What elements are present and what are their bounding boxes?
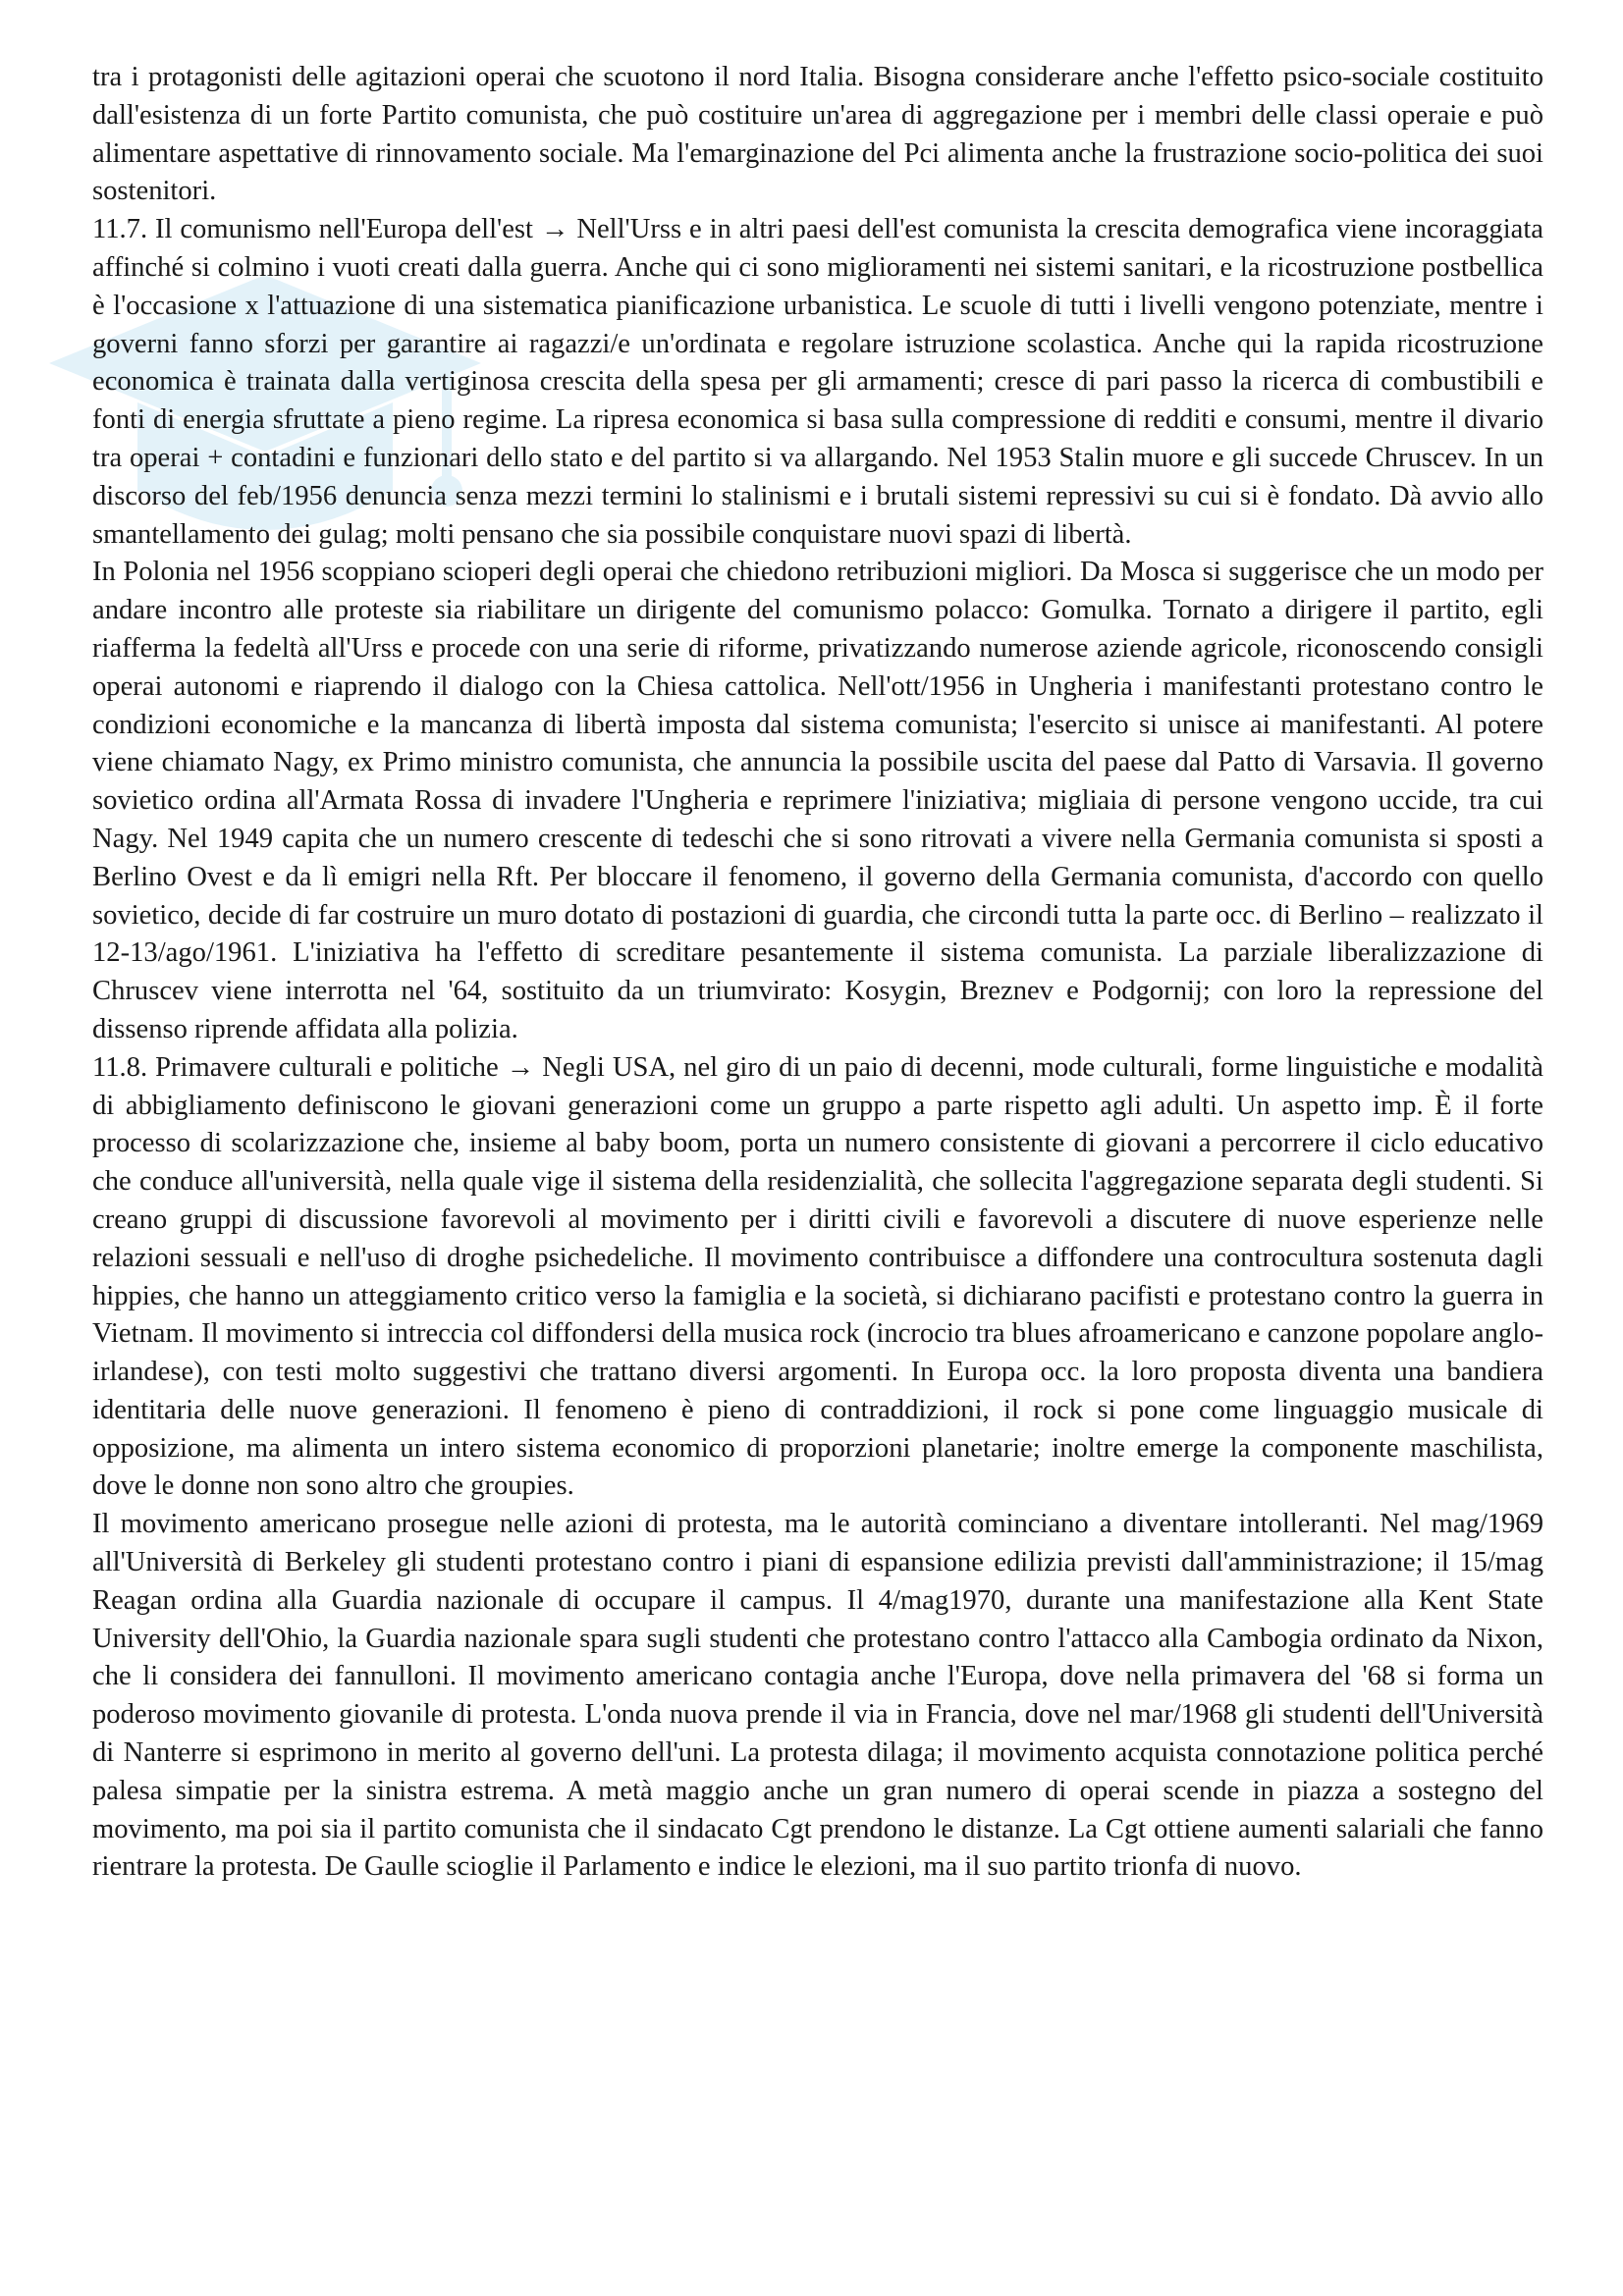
paragraph-intro: tra i protagonisti delle agitazioni operai che scuotono il nord Italia. Bisogna considerare anche l'effetto psico-sociale costituito dall'esistenza di un forte Partito comunista, che può costituire un'area di aggregazione per i membri delle classi operaie e può alimentare aspettative di rinnovamento sociale. Ma l'emarginazione del Pci alimenta anche la frustrazione socio-politica dei suoi sostenitori. <box>92 62 1543 207</box>
paragraph-section-11-7: 11.7. Il comunismo nell'Europa dell'est → Nell'Urss e in altri paesi dell'est comunista la crescita demografica viene incoraggiata affinché si colmino i vuoti creati dalla guerra. Anche qui ci sono miglioramenti nei sistemi sanitari, e la ricostruzione postbellica è l'occasione x l'attuazione di una sistematica pianificazione urbanistica. Le scuole di tutti i livelli vengono potenziate, mentre i governi fanno sforzi per garantire ai ragazzi/e un'ordinata e regolare istruzione scolastica. Anche qui la rapida ricostruzione economica è trainata dalla vertiginosa crescita della spesa per gli armamenti; cresce di pari passo la ricerca di combustibili e fonti di energia sfruttate a pieno regime. La ripresa economica si basa sulla compressione di redditi e consumi, mentre il divario tra operai + contadini e funzionari dello stato e del partito si va allargando. Nel 1953 Stalin muore e gli succede Chruscev. In un discorso del feb/1956 denuncia senza mezzi termini lo stalinismi e i brutali sistemi repressivi su cui si è fondato. Dà avvio allo smantellamento dei gulag; molti pensano che sia possibile conquistare nuovi spazi di libertà. <box>92 214 1543 550</box>
document-page <box>92 59 1543 1887</box>
paragraph-section-11-8: 11.8. Primavere culturali e politiche → Negli USA, nel giro di un paio di decenni, mode culturali, forme linguistiche e modalità di abbigliamento definiscono le giovani generazioni come un gruppo a parte rispetto agli adulti. Un aspetto imp. È il forte processo di scolarizzazione che, insieme al baby boom, porta un numero consistente di giovani a percorrere il ciclo educativo che conduce all'università, nella quale vige il sistema della residenzialità, che sollecita l'aggregazione separata degli studenti. Si creano gruppi di discussione favorevoli al movimento per i diritti civili e favorevoli a discutere di nuove esperienze nelle relazioni sessuali e nell'uso di droghe psichedeliche. Il movimento contribuisce a diffondere una controcultura sostenuta dagli hippies, che hanno un atteggiamento critico verso la famiglia e la società, si dichiarano pacifisti e protestano contro la guerra in Vietnam. Il movimento si intreccia col diffondersi della musica rock (incrocio tra blues afroamericano e canzone popolare anglo-irlandese), con testi molto suggestivi che trattano diversi argomenti. In Europa occ. la loro proposta diventa una bandiera identitaria delle nuove generazioni. Il fenomeno è pieno di contraddizioni, il rock si pone come linguaggio musicale di opposizione, ma alimenta un intero sistema economico di proporzioni planetarie; inoltre emerge la componente maschilista, dove le donne non sono altro che groupies. <box>92 1051 1543 1502</box>
paragraph-polonia-ungheria: In Polonia nel 1956 scoppiano scioperi degli operai che chiedono retribuzioni migliori. Da Mosca si suggerisce che un modo per andare incontro alle proteste sia riabilitare un dirigente del comunismo polacco: Gomulka. Tornato a dirigere il partito, egli riafferma la fedeltà all'Urss e procede con una serie di riforme, privatizzando numerose aziende agricole, riconoscendo consigli operai autonomi e riaprendo il dialogo con la Chiesa cattolica. Nell'ott/1956 in Ungheria i manifestanti protestano contro le condizioni economiche e la mancanza di libertà imposta dal sistema comunista; l'esercito si unisce ai manifestanti. Al potere viene chiamato Nagy, ex Primo ministro comunista, che annuncia la possibile uscita del paese dal Patto di Varsavia. Il governo sovietico ordina all'Armata Rossa di invadere l'Ungheria e reprimere l'iniziativa; migliaia di persone vengono uccide, tra cui Nagy. Nel 1949 capita che un numero crescente di tedeschi che si sono ritrovati a vivere nella Germania comunista si sposti a Berlino Ovest e da lì emigri nella Rft. Per bloccare il fenomeno, il governo della Germania comunista, d'accordo con quello sovietico, decide di far costruire un muro dotato di postazioni di guardia, che circondi tutta la parte occ. di Berlino – realizzato il 12-13/ago/1961. L'iniziativa ha l'effetto di screditare pesantemente il sistema comunista. La parziale liberalizzazione di Chruscev viene interrotta nel '64, sostituito da un triumvirato: Kosygin, Breznev e Podgornij; con loro la repressione del dissenso riprende affidata alla polizia. <box>92 557 1543 1044</box>
paragraph-movimento-americano: Il movimento americano prosegue nelle azioni di protesta, ma le autorità cominciano a diventare intolleranti. Nel mag/1969 all'Università di Berkeley gli studenti protestano contro i piani di espansione edilizia previsti dall'amministrazione; il 15/mag Reagan ordina alla Guardia nazionale di occupare il campus. Il 4/mag1970, durante una manifestazione alla Kent State University dell'Ohio, la Guardia nazionale spara sugli studenti che protestano contro l'attacco alla Cambogia ordinato da Nixon, che li considera dei fannulloni. Il movimento americano contagia anche l'Europa, dove nella primavera del '68 si forma un poderoso movimento giovanile di protesta. L'onda nuova prende il via in Francia, dove nel mar/1968 gli studenti dell'Università di Nanterre si esprimono in merito al governo dell'uni. La protesta dilaga; il movimento acquista connotazione politica perché palesa simpatie per la sinistra estrema. A metà maggio anche un gran numero di operai scende in piazza a sostegno del movimento, ma poi sia il partito comunista che il sindacato Cgt prendono le distanze. La Cgt ottiene aumenti salariali che fanno rientrare la protesta. De Gaulle scioglie il Parlamento e indice le elezioni, ma il suo partito trionfa di nuovo. <box>92 1509 1543 1883</box>
